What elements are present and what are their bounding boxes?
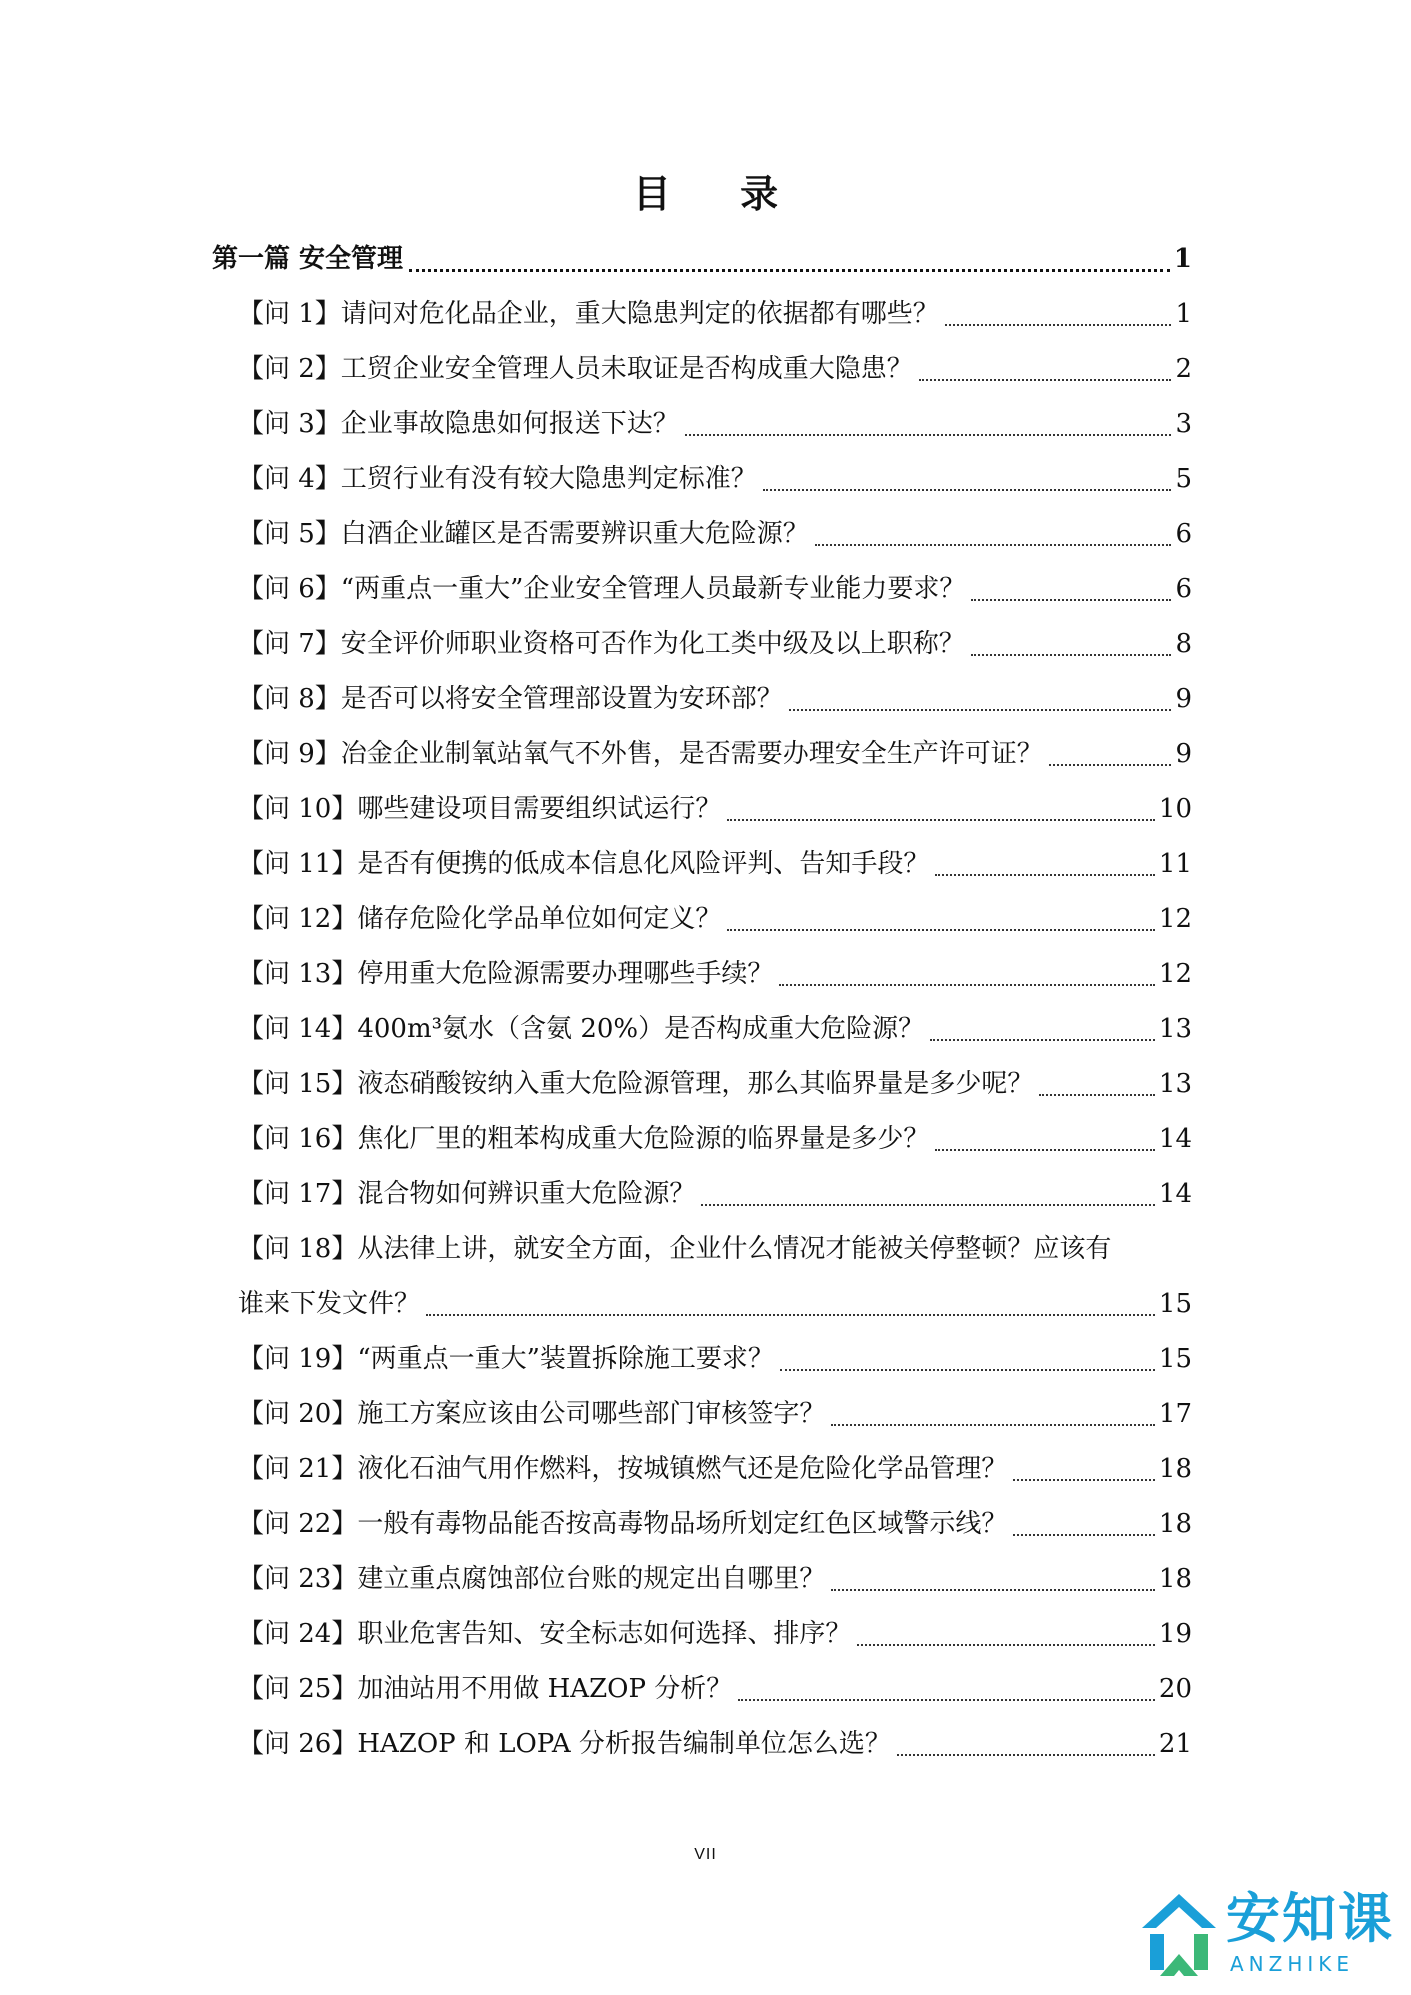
toc-entry[interactable] [212,1607,1192,1662]
toc-entry-text: 【问 15】液态硝酸铵纳入重大危险源管理，那么其临界量是多少呢？ [238,1069,1034,1099]
toc-entry-page: 12 [1158,959,1192,989]
toc-entry[interactable] [212,1002,1192,1057]
toc-leader-dots [763,488,1172,491]
toc-entry[interactable] [212,452,1192,507]
toc-entry-page: 18 [1158,1454,1192,1484]
toc-leader-dots [919,378,1172,381]
toc-entry[interactable] [212,1497,1192,1552]
toc-entry[interactable] [212,287,1192,342]
toc-entry-text: 【问 1】请问对危化品企业，重大隐患判定的依据都有哪些？ [238,299,939,329]
toc-leader-dots [1049,763,1172,766]
toc-entry-text: 【问 6】“两重点一重大”企业安全管理人员最新专业能力要求？ [238,574,966,604]
toc-entry[interactable] [212,672,1192,727]
toc-entry-page: 21 [1158,1729,1192,1759]
toc-entry-text: 【问 16】焦化厂里的粗苯构成重大危险源的临界量是多少？ [238,1124,930,1154]
toc-entry-text: 【问 26】HAZOP 和 LOPA 分析报告编制单位怎么选？ [238,1729,891,1759]
toc-entry-page: 18 [1158,1564,1192,1594]
toc-section-title: 第一篇 安全管理 [212,244,404,274]
toc-leader-dots [935,1148,1155,1151]
toc-entry-page: 13 [1158,1069,1192,1099]
toc-entry[interactable] [212,1332,1192,1387]
toc-entry-page: 14 [1158,1179,1192,1209]
toc-leader-dots [409,268,1170,272]
toc-entry-page: 1 [1175,299,1192,329]
toc-leader-dots [897,1753,1155,1756]
toc-entry-text: 【问 25】加油站用不用做 HAZOP 分析？ [238,1674,733,1704]
toc-entry[interactable] [212,837,1192,892]
anzhike-logo [1138,1886,1408,1986]
toc-entry[interactable] [212,892,1192,947]
toc-entry-page: 3 [1175,409,1192,439]
toc-entry-text: 谁来下发文件？ [238,1289,421,1319]
toc-entry-18[interactable] [212,1277,1192,1332]
toc-entry-text: 【问 2】工贸企业安全管理人员未取证是否构成重大隐患？ [238,354,913,384]
toc-entry-text: 【问 3】企业事故隐患如何报送下达？ [238,409,679,439]
toc-entry-page: 14 [1158,1124,1192,1154]
toc-entry-18-line1[interactable]: 【问 18】从法律上讲，就安全方面，企业什么情况才能被关停整顿？应该有 [238,1234,1112,1264]
toc-leader-dots [930,1038,1155,1041]
toc-entry-text: 【问 17】混合物如何辨识重大危险源？ [238,1179,696,1209]
toc-entry[interactable] [212,342,1192,397]
toc-leader-dots [945,323,1172,326]
toc-entry[interactable] [212,562,1192,617]
toc-entry-text: 【问 11】是否有便携的低成本信息化风险评判、告知手段？ [238,849,930,879]
toc-entry[interactable] [212,947,1192,1002]
toc-entry-page: 6 [1175,574,1192,604]
toc-entry-text: 【问 20】施工方案应该由公司哪些部门审核签字？ [238,1399,826,1429]
toc-entry[interactable] [212,1112,1192,1167]
toc-entry-page: 20 [1158,1674,1192,1704]
toc-leader-dots [1013,1533,1155,1536]
toc-entry-page: 19 [1158,1619,1192,1649]
toc-entry[interactable] [212,507,1192,562]
toc-entry-text: 【问 19】“两重点一重大”装置拆除施工要求？ [238,1344,774,1374]
toc-section-row[interactable] [212,232,1192,287]
toc-entry[interactable] [212,1442,1192,1497]
toc-leader-dots [857,1643,1155,1646]
logo-name: 安知课 [1226,1887,1394,1950]
toc-entry-page: 8 [1175,629,1192,659]
toc-leader-dots [831,1588,1155,1591]
toc-entry[interactable] [212,1057,1192,1112]
toc-leader-dots [815,543,1172,546]
table-of-contents [212,232,1192,1772]
logo-subtitle: ANZHIKE [1230,1952,1355,1976]
toc-leader-dots [1013,1478,1155,1481]
toc-entry-text: 【问 22】一般有毒物品能否按高毒物品场所划定红色区域警示线？ [238,1509,1008,1539]
toc-leader-dots [779,983,1155,986]
toc-entry[interactable] [212,727,1192,782]
toc-entry-page: 9 [1175,684,1192,714]
house-logo-icon [1138,1890,1220,1980]
toc-leader-dots [789,708,1172,711]
toc-entry-text: 【问 24】职业危害告知、安全标志如何选择、排序？ [238,1619,852,1649]
toc-leader-dots [727,818,1155,821]
toc-entry-text: 【问 4】工贸行业有没有较大隐患判定标准？ [238,464,757,494]
toc-entry[interactable] [212,1552,1192,1607]
toc-entry-page: 11 [1158,849,1192,879]
toc-entry[interactable] [212,782,1192,837]
toc-leader-dots [971,653,1172,656]
toc-entry-page: 13 [1158,1014,1192,1044]
toc-leader-dots [831,1423,1155,1426]
toc-entry-text: 【问 21】液化石油气用作燃料，按城镇燃气还是危险化学品管理？ [238,1454,1008,1484]
toc-entry-list-2 [212,1332,1192,1772]
toc-title: 目 录 [632,171,807,216]
toc-entry-text: 【问 8】是否可以将安全管理部设置为安环部？ [238,684,783,714]
toc-section-page: 1 [1173,244,1192,274]
toc-entry-page: 15 [1158,1344,1192,1374]
toc-entry[interactable] [212,1387,1192,1442]
toc-entry-page: 2 [1175,354,1192,384]
toc-entry-page: 9 [1175,739,1192,769]
toc-entry[interactable] [212,397,1192,452]
toc-entry[interactable] [212,1717,1192,1772]
toc-leader-dots [727,928,1155,931]
toc-leader-dots [685,433,1172,436]
toc-leader-dots [426,1313,1155,1316]
toc-entry-text: 【问 9】冶金企业制氧站氧气不外售，是否需要办理安全生产许可证？ [238,739,1043,769]
toc-leader-dots [701,1203,1155,1206]
toc-entry[interactable] [212,1662,1192,1717]
toc-entry-text: 【问 13】停用重大危险源需要办理哪些手续？ [238,959,774,989]
toc-entry-list [212,287,1192,1222]
toc-entry-text: 【问 10】哪些建设项目需要组织试运行？ [238,794,722,824]
toc-entry-page: 5 [1175,464,1192,494]
toc-entry-page: 12 [1158,904,1192,934]
toc-entry-text: 【问 23】建立重点腐蚀部位台账的规定出自哪里？ [238,1564,826,1594]
toc-entry[interactable] [212,1167,1192,1222]
toc-entry-text: 【问 5】白酒企业罐区是否需要辨识重大危险源？ [238,519,809,549]
toc-entry-page: 6 [1175,519,1192,549]
toc-entry[interactable] [212,617,1192,672]
page-number: VII [694,1846,717,1863]
toc-entry-page: 17 [1158,1399,1192,1429]
toc-leader-dots [971,598,1171,601]
toc-entry-page: 18 [1158,1509,1192,1539]
toc-leader-dots [935,873,1155,876]
toc-entry-page: 10 [1158,794,1192,824]
toc-entry-text: 【问 14】400m³氨水（含氨 20%）是否构成重大危险源？ [238,1014,925,1044]
toc-leader-dots [738,1698,1155,1701]
toc-entry-text: 【问 7】安全评价师职业资格可否作为化工类中级及以上职称？ [238,629,965,659]
toc-entry-text: 【问 12】储存危险化学品单位如何定义？ [238,904,722,934]
toc-leader-dots [780,1368,1155,1371]
toc-entry-page: 15 [1158,1289,1192,1319]
toc-leader-dots [1039,1093,1155,1096]
